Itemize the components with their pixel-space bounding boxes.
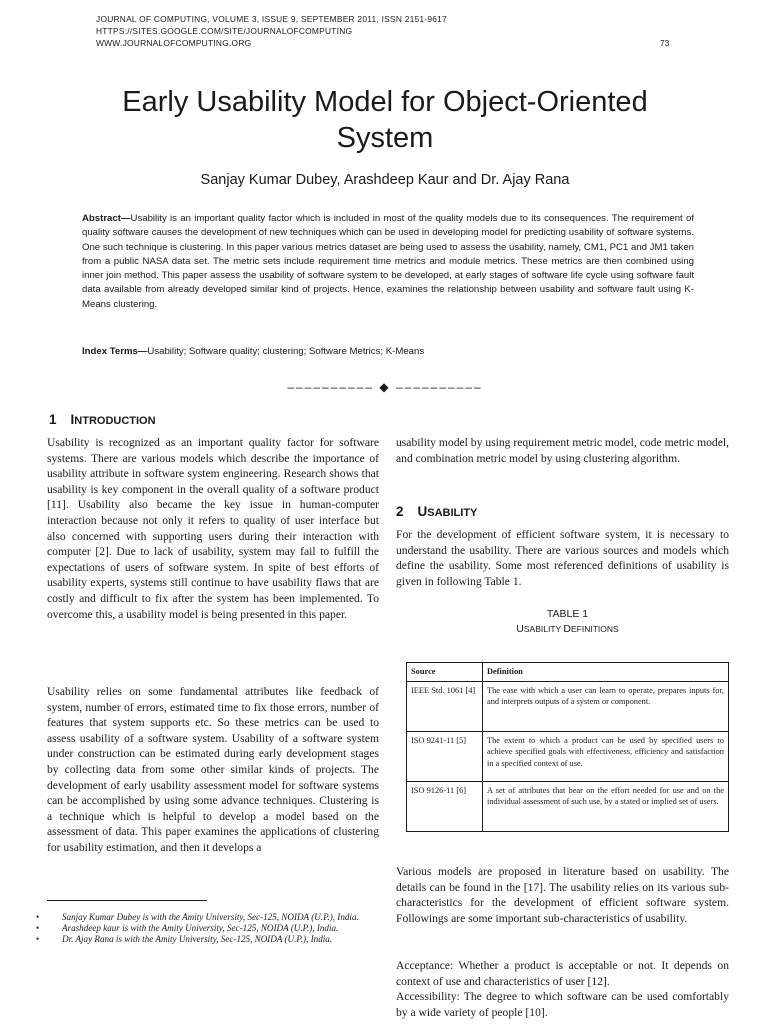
author-footnotes: [36, 912, 376, 945]
section-1-paragraph-2-text: Usability relies on some fundamental attributes like feedback of system, number of errors, estimated time to fix those errors, number of features that system supports etc. So these metrics can be used to assess usability of a software system. Usability of a software system under construction can be estimated during early development stages by collecting data from some other similar kinds of projects. The development of early usability assessment model for software systems can be accomplished by using some advance techniques. Clustering is a technique which is helpful to develop a model based on the assessment of data. This paper examines the applications of clustering for usability estimation, and then it develops a: [47, 685, 379, 854]
table-cell-definition: A set of attributes that bear on the effort needed for use and on the individual assessment of such use, by a stated or implied set of users.: [483, 781, 729, 831]
index-terms: [82, 346, 694, 357]
footnote-item: [36, 934, 376, 945]
table-1-caption: [396, 623, 739, 635]
bullet-icon: •: [36, 923, 40, 933]
section-1-paragraph-1-text: Usability is recognized as an important quality factor for software systems. There are various models which describe the importance of usability attribute in software system engineering. Research shows that usability is key component in the overall quality of a software product [11]. Usability also became the key issue in human-computer interaction because not only it refers to quality of user interface but also concerned with supporting users during their interaction with computer [2]. Due to lack of usability, system may fail to fulfill the expectations of users of software system. In spite of best efforts of usability experts, systems still continue to have usability flaws that are costly and difficult to fix after the system has been implemented. To overcome this, a usability model is being presented in this paper.: [47, 436, 379, 621]
table-1-caption-rest-1: SABILITY: [523, 624, 564, 634]
section-2-number: 2: [396, 504, 404, 519]
section-2-heading: [396, 504, 477, 519]
table-header-source: Source: [407, 663, 483, 682]
abstract: [82, 212, 694, 312]
paper-title-line1: Early Usability Model for Object-Oriented: [122, 86, 648, 118]
table-1-caption-rest-2: EFINITIONS: [571, 624, 619, 634]
section-1-paragraph-2: [47, 684, 379, 856]
section-2-paragraph-1: [396, 527, 729, 589]
bullet-icon: •: [36, 934, 40, 944]
section-2-paragraph-4-text: Accessibility: The degree to which software can be used comfortably by a wide variety of people [10].: [396, 990, 729, 1019]
table-cell-source: ISO 9126-11 [6]: [407, 781, 483, 831]
table-cell-definition: The extent to which a product can be used by specified users to achieve specified goals with effectiveness, efficiency and satisfaction in a specified context of use.: [483, 731, 729, 781]
section-2-title-rest: SABILITY: [427, 507, 478, 519]
table-cell-source: IEEE Std. 1061 [4]: [407, 681, 483, 731]
section-2-paragraph-3: [396, 958, 729, 1020]
section-2-paragraph-1-text: For the development of efficient software system, it is necessary to understand the usability. There are various sources and models which define the usability. Some most referenced definitions of usability is given in following Table 1.: [396, 528, 729, 588]
bullet-icon: •: [36, 912, 40, 922]
table-cell-source: ISO 9241-11 [5]: [407, 731, 483, 781]
section-2-paragraph-3-text: Acceptance: Whether a product is acceptable or not. It depends on context of use and characteristics of user [12].: [396, 959, 729, 988]
index-terms-label: Index Terms—: [82, 346, 148, 357]
page-number: 73: [660, 38, 670, 48]
footnote-item: [36, 923, 376, 934]
abstract-text: Usability is an important quality factor which is included in most of the quality models due to its consequences. The requirement of quality software causes the development of new techniques which can be used in developing model for predicting usability of software systems. One such technique is clustering. In this paper various metrics dataset are being used to assess the usability, namely, CM1, PC1 and JM1 taken from a public NASA data set. The metric sets include requirement time metrics and module metrics. These metrics are then combined using inner join method. This paper assess the usability of software system to be developed, at early stages of software life cycle using software fault data available from already developed similar kind of projects. Hence, examines the relationship between usability and software fault using K-Means clustering.: [82, 213, 694, 310]
index-terms-text: Usability; Software quality; clustering; Software Metrics; K-Means: [147, 346, 425, 357]
table-row: [407, 681, 729, 731]
section-1-number: 1: [49, 412, 57, 427]
section-2-paragraph-2-text: Various models are proposed in literature based on usability. The details can be found in the [17]. The usability relies on its various sub-characteristics for the development of efficient software system. Followings are some important sub-characteristics of usability.: [396, 865, 729, 925]
footnote-item: [36, 912, 376, 923]
section-1-paragraph-3: [396, 435, 729, 466]
table-row: [407, 781, 729, 831]
journal-header-line3: WWW.JOURNALOFCOMPUTING.ORG: [96, 38, 252, 48]
section-1-heading: [49, 412, 156, 427]
section-1-paragraph-1: [47, 435, 379, 622]
paper-title: [60, 84, 710, 156]
paper-title-line2: System: [336, 122, 434, 154]
table-header-definition: Definition: [483, 663, 729, 682]
section-2-title-initial: U: [417, 504, 428, 519]
section-separator: –––––––––– ◆ ––––––––––: [287, 380, 483, 394]
footnote-text: Sanjay Kumar Dubey is with the Amity University, Sec-125, NOIDA (U.P.), India.: [62, 912, 359, 922]
section-1-title-initial: I: [70, 412, 75, 427]
journal-header-line2: HTTPS://SITES.GOOGLE.COM/SITE/JOURNALOFCOMPUTING: [96, 26, 353, 36]
section-1-title-rest: NTRODUCTION: [74, 415, 156, 427]
table-1-caption-initial-2: D: [563, 623, 571, 635]
paper-authors: Sanjay Kumar Dubey, Arashdeep Kaur and Dr. Ajay Rana: [200, 172, 570, 188]
section-1-paragraph-3-text: usability model by using requirement metric model, code metric model, and combination metric model by using clustering algorithm.: [396, 436, 729, 465]
usability-definitions-table: [406, 662, 729, 832]
footnote-text: Dr. Ajay Rana is with the Amity University, Sec-125, NOIDA (U.P.), India.: [62, 934, 333, 944]
table-1-caption-initial-1: U: [516, 623, 524, 635]
table-header-row: [407, 663, 729, 682]
abstract-label: Abstract—: [82, 213, 131, 224]
journal-header-line1: JOURNAL OF COMPUTING, VOLUME 3, ISSUE 9, SEPTEMBER 2011, ISSN 2151-9617: [96, 14, 447, 24]
section-2-paragraph-2: [396, 864, 729, 926]
table-row: [407, 731, 729, 781]
footnote-rule: [47, 900, 207, 901]
table-cell-definition: The ease with which a user can learn to operate, prepares inputs for, and interprets outputs of a system or component.: [483, 681, 729, 731]
footnote-text: Arashdeep kaur is with the Amity University, Sec-125, NOIDA (U.P.), India.: [62, 923, 339, 933]
table-1-label: TABLE 1: [546, 608, 589, 620]
